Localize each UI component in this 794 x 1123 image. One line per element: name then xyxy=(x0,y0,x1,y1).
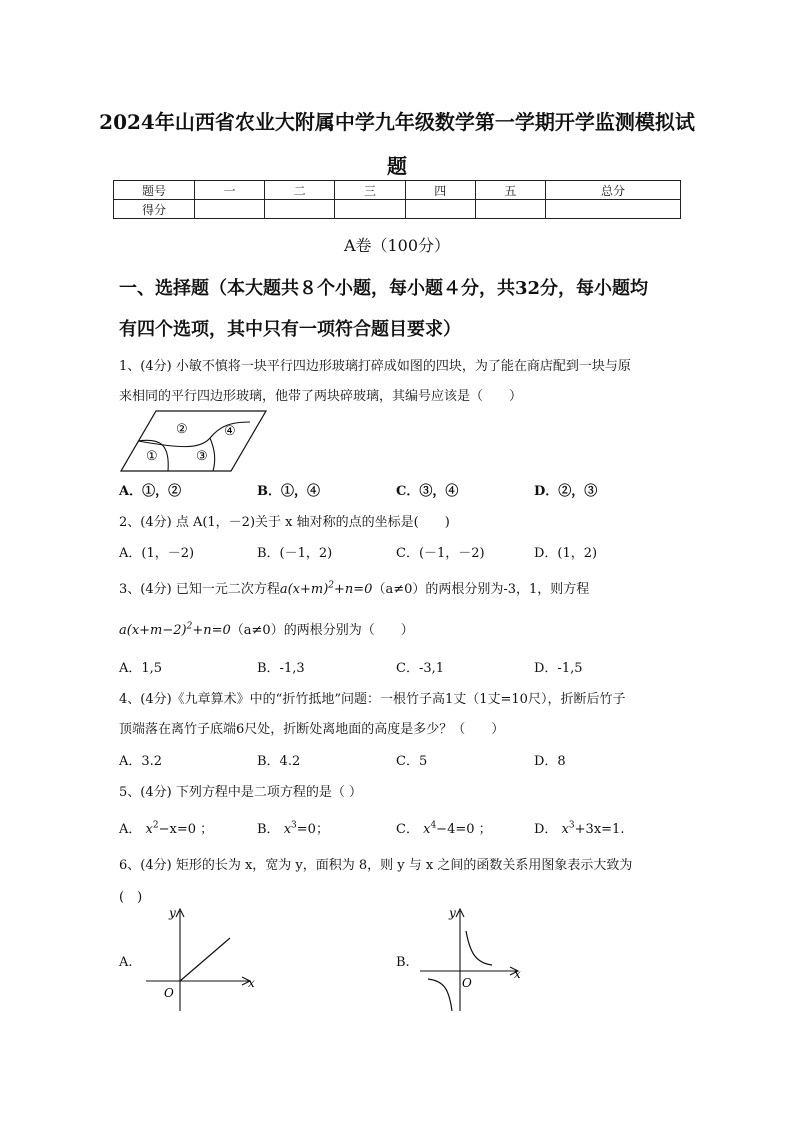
option-a-label: A. xyxy=(119,955,133,970)
option-b-label: B. xyxy=(396,955,410,970)
origin-label: O xyxy=(164,986,174,1000)
score-cell xyxy=(195,200,265,219)
question-2-stem: 2、(4分) 点 A(1，－2)关于 x 轴对称的点的坐标是( ) xyxy=(119,515,450,530)
score-table xyxy=(113,180,681,219)
question-3-suffix: （a≠0）的两根分别为（ ） xyxy=(230,623,414,638)
option-a: A．①，② xyxy=(119,484,182,499)
question-6-stem: 6、(4分) 矩形的长为 x，宽为 y，面积为 8，则 y 与 x 之间的函数关系用图象表示大致为 xyxy=(119,858,633,873)
score-header-cell: 四 xyxy=(405,181,475,200)
section-heading-continued: 有四个选项，其中只有一项符合题目要求） xyxy=(119,319,461,340)
x-axis-label: x xyxy=(514,967,521,981)
piece-label-4: ④ xyxy=(224,424,236,439)
crack-line xyxy=(210,438,215,471)
option-a: A．3.2 xyxy=(119,754,163,769)
score-cell xyxy=(265,200,335,219)
option-a: A． $x^2-x=0$ ； xyxy=(119,820,214,837)
section-heading: 一、选择题（本大题共８个小题，每小题４分，共32分，每小题均 xyxy=(119,278,649,299)
score-row-label: 得分 xyxy=(114,200,195,219)
volume-heading: A卷（100分） xyxy=(343,236,451,255)
score-cell xyxy=(475,200,545,219)
graph-option-a xyxy=(140,903,270,1015)
option-d: D．(1，2) xyxy=(534,546,598,561)
score-cell xyxy=(335,200,405,219)
option-d: D．8 xyxy=(534,754,566,769)
score-header-cell: 题号 xyxy=(114,181,195,200)
question-3-stem xyxy=(119,578,589,597)
piece-label-1: ① xyxy=(146,449,158,464)
equation: $a(x+m)^2+n=0$ xyxy=(279,580,373,597)
graph-option-b xyxy=(418,903,538,1015)
score-header-cell: 一 xyxy=(195,181,265,200)
question-4-stem-continued: 顶端落在离竹子底端6尺处，折断处离地面的高度是多少？（ ） xyxy=(119,722,505,737)
hyperbola-branch-right xyxy=(466,931,492,965)
x-axis-label: x xyxy=(248,976,255,990)
question-3-prefix: 3、(4分) 已知一元二次方程 xyxy=(119,582,280,597)
question-4-stem: 4、(4分)《九章算术》中的“折竹抵地”问题：一根竹子高1丈（1丈=10尺），折断后竹子 xyxy=(119,692,626,707)
y-axis-label: y xyxy=(449,906,456,920)
option-b: B．-1,3 xyxy=(257,661,305,676)
option-a: A．1,5 xyxy=(119,661,163,676)
score-header-cell: 二 xyxy=(265,181,335,200)
option-b: B．①，④ xyxy=(257,484,320,499)
page-title: 2024年山西省农业大附属中学九年级数学第一学期开学监测模拟试 xyxy=(99,110,695,134)
question-6-stem-continued: ( ) xyxy=(119,890,143,905)
parallelogram-figure xyxy=(118,408,268,474)
question-1-stem: 1、(4分) 小敏不慎将一块平行四边形玻璃打碎成如图的四块，为了能在商店配到一块与原 xyxy=(119,359,631,374)
page-title-continued: 题 xyxy=(387,154,407,178)
score-header-cell: 总分 xyxy=(546,181,681,200)
question-3-stem-continued xyxy=(119,619,414,638)
option-d: D． $x^3+3x=1$. xyxy=(534,820,625,837)
option-c: C． $x^4-4=0$ ； xyxy=(396,820,492,837)
piece-label-3: ③ xyxy=(196,449,208,464)
option-a: A．(1，－2) xyxy=(119,546,195,561)
score-cell xyxy=(546,200,681,219)
option-b: B．(－1，2) xyxy=(257,546,333,561)
option-c: C．-3,1 xyxy=(396,661,445,676)
option-b: B．4.2 xyxy=(257,754,301,769)
score-header-cell: 三 xyxy=(335,181,405,200)
option-c: C．③，④ xyxy=(396,484,459,499)
option-b: B． $x^3=0$； xyxy=(257,820,329,837)
score-table-score-row xyxy=(114,200,681,219)
origin-label: O xyxy=(462,976,472,990)
option-c: C．(－1，－2) xyxy=(396,546,485,561)
piece-label-2: ② xyxy=(176,422,188,437)
question-5-stem: 5、(4分) 下列方程中是二项方程的是（ ） xyxy=(119,785,362,800)
question-3-mid: （a≠0）的两根分别为-3，1，则方程 xyxy=(372,582,590,597)
option-c: C．5 xyxy=(396,754,428,769)
question-1-stem-continued: 来相同的平行四边形玻璃，他带了两块碎玻璃，其编号应该是（ ） xyxy=(119,389,523,404)
score-table-header-row xyxy=(114,181,681,200)
option-d: D．-1,5 xyxy=(534,661,583,676)
linear-graph-line xyxy=(180,938,230,981)
score-header-cell: 五 xyxy=(475,181,545,200)
y-axis-label: y xyxy=(169,906,176,920)
equation: $a(x+m-2)^2+n=0$ xyxy=(119,621,231,638)
option-d: D．②，③ xyxy=(534,484,598,499)
hyperbola-branch-left xyxy=(428,979,452,1011)
score-cell xyxy=(405,200,475,219)
